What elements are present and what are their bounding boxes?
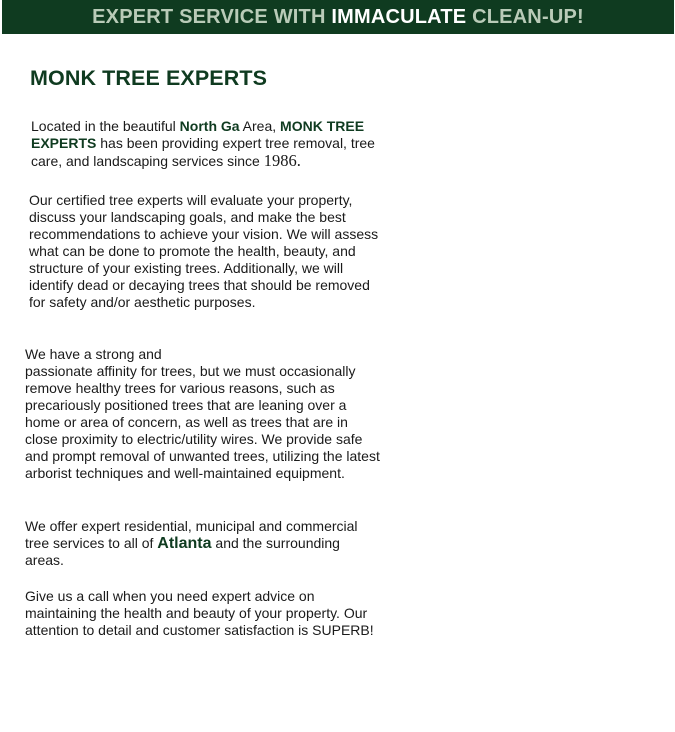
evaluation-paragraph: Our certified tree experts will evaluate your property, discuss your landscaping goals, and make the best recommendations to achieve your vision. We will assess what can be done to promote the health, beauty, and structure of your existing trees. Additionally, we will identify dead or decaying trees that should be removed for safety and/or aesthetic purposes.	[29, 192, 379, 310]
banner-text-emphasis: IMMACULATE	[331, 6, 467, 28]
affinity-paragraph: We have a strong and passionate affinity for trees, but we must occasionally remove healthy trees for various reasons, such as precariously positioned trees that are leaning over a home or area of concern, as well as trees that are in close proximity to electric/utility wires. We provide safe and prompt removal of unwanted trees, utilizing the latest arborist techniques and well-maintained equipment.	[25, 346, 380, 481]
banner-text-part3: CLEAN-UP!	[466, 6, 584, 28]
service-area-city: Atlanta	[157, 535, 212, 552]
intro-text-2: Area,	[239, 118, 281, 134]
intro-company-name: MONK TREE EXPERTS	[31, 118, 365, 151]
call-to-action-paragraph: Give us a call when you need expert advice on maintaining the health and beauty of your property. Our attention to detail and customer satisfaction is SUPERB!	[25, 588, 374, 638]
service-area-text-2: and the surrounding areas.	[25, 535, 340, 568]
intro-text-1: Located in the beautiful	[31, 118, 180, 134]
header-banner	[2, 0, 674, 34]
service-area-text-1: We offer expert residential, municipal and commercial tree services to all of	[25, 518, 358, 551]
intro-text-3: has been providing expert tree removal, tree care, and landscaping services since	[31, 135, 375, 169]
intro-year: 1986.	[263, 151, 301, 170]
page-title: MONK TREE EXPERTS	[30, 66, 268, 90]
service-area-paragraph	[25, 518, 381, 569]
banner-text-part1: EXPERT SERVICE WITH	[92, 6, 332, 28]
intro-paragraph	[31, 118, 381, 170]
intro-region: North Ga	[179, 118, 240, 134]
